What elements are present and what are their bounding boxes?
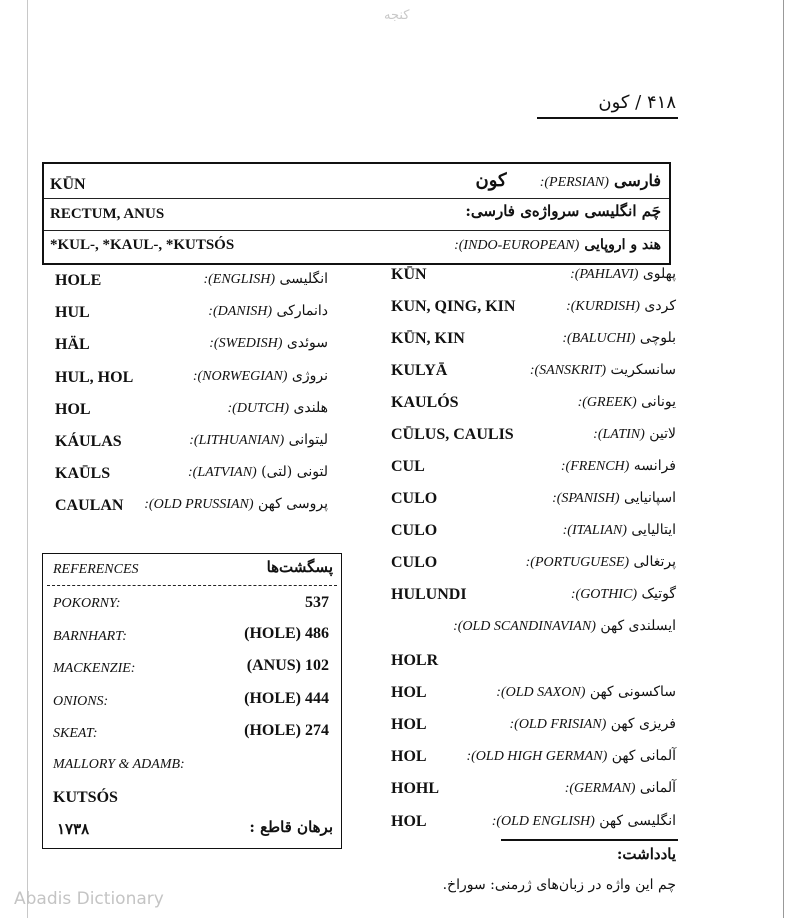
left-word-4: HOL: [55, 401, 91, 418]
lang-fa: پهلوی: [642, 266, 676, 282]
lang-fa: سوئدی: [286, 335, 328, 351]
right-lower-word-1: HOL: [391, 716, 427, 733]
lang-en: (LITHUANIAN):: [189, 433, 285, 448]
lang-en: (ITALIAN):: [562, 523, 627, 538]
lang-fa: بلوچی: [639, 330, 676, 346]
left-lang-0: [203, 271, 328, 288]
page-edge-right: [783, 0, 784, 918]
lang-en: (SPANISH):: [552, 491, 620, 506]
kutsos-word: KUTSÓS: [53, 789, 118, 806]
lang-fa: لتونی (لتی): [261, 464, 328, 480]
ref-name-1: BARNHART:: [53, 629, 127, 644]
references-title-fa: پسگشت‌ها: [266, 558, 333, 576]
note-title: یادداشت:: [616, 845, 676, 863]
right-lower-lang-3: [565, 780, 676, 797]
right-word-8: CULO: [391, 522, 438, 539]
left-word-7: CAULAN: [55, 497, 124, 514]
lang-en: (OLD PRUSSIAN):: [144, 497, 254, 512]
ref-value-3: (HOLE) 444: [244, 690, 329, 707]
top-row-1-left: KŪN: [50, 176, 86, 193]
right-lower-lang-2: [466, 748, 676, 765]
right-lang-1: [566, 298, 676, 315]
right-lang-7: [552, 490, 676, 507]
right-word-1: KUN, QING, KIN: [391, 298, 516, 315]
borhan-value: ۱۷۳۸: [57, 820, 90, 838]
lang-fa: آلمانی کهن: [611, 748, 676, 764]
lang-fa: ایسلندی کهن: [600, 618, 676, 634]
right-lang-6: [561, 458, 676, 475]
left-word-6: KAŪLS: [55, 465, 111, 482]
right-word-0: KŪN: [391, 266, 427, 283]
right-lower-word-2: HOL: [391, 748, 427, 765]
lang-fa: نروژی: [291, 368, 328, 384]
lang-en: (OLD ENGLISH):: [491, 814, 595, 829]
note-rule: [501, 839, 678, 841]
lang-en: (LATIN):: [593, 427, 645, 442]
lang-fa: پرتغالی: [633, 554, 676, 570]
top-row-1-right: [476, 170, 662, 191]
lang-en: (GREEK):: [577, 395, 637, 410]
lang-en: (SANSKRIT):: [529, 363, 607, 378]
right-lower-lang-4: [492, 813, 676, 830]
page-header-rule: [537, 117, 678, 119]
persian-en-label: (PERSIAN):: [539, 175, 609, 190]
ref-value-4: (HOLE) 274: [244, 722, 329, 739]
old-scandinavian-label: [453, 618, 676, 635]
ref-value-0: 537: [305, 594, 329, 611]
lang-fa: انگلیسی کهن: [599, 813, 676, 829]
lang-fa: فریزی کهن: [610, 716, 676, 732]
lang-fa: کردی: [644, 298, 676, 314]
top-row-3-left: *KUL-, *KAUL-, *KUTSÓS: [50, 237, 235, 253]
right-lang-3: [530, 362, 676, 379]
watermark-top: کنجه: [384, 8, 410, 23]
ref-name-4: SKEAT:: [53, 726, 98, 741]
note-text: چم این واژه در زبان‌های ژرمنی: سوراخ.: [442, 877, 676, 893]
left-word-1: HUL: [55, 304, 90, 321]
top-row-2-left: RECTUM, ANUS: [50, 206, 165, 222]
left-word-2: HÄL: [55, 336, 90, 353]
right-word-3: KULYĀ: [391, 362, 448, 379]
ie-en-label: (INDO-EUROPEAN):: [454, 238, 580, 253]
lang-fa: فرانسه: [633, 458, 676, 474]
right-lang-4: [578, 394, 676, 411]
left-word-5: KÁULAS: [55, 433, 122, 450]
lang-en: (DANISH):: [208, 304, 273, 319]
lang-en: (OLD SAXON):: [496, 685, 586, 700]
right-word-10: HULUNDI: [391, 586, 467, 603]
references-box: [42, 553, 342, 849]
lang-fa: ایتالیایی: [631, 522, 676, 538]
lang-fa: پروسی کهن: [257, 496, 328, 512]
lang-en: (PORTUGUESE):: [525, 555, 630, 570]
lang-en: (KURDISH):: [566, 299, 640, 314]
old-scandinavian-word: HOLR: [391, 652, 439, 669]
left-lang-6: [188, 464, 328, 481]
left-lang-4: [228, 400, 328, 417]
right-lower-word-0: HOL: [391, 684, 427, 701]
ref-value-2: (ANUS) 102: [246, 657, 329, 674]
left-lang-5: [189, 432, 328, 449]
persian-label: فارسی: [614, 171, 661, 190]
lang-en: (OLD HIGH GERMAN):: [466, 749, 608, 764]
ref-name-0: POKORNY:: [53, 596, 121, 611]
lang-en: (DUTCH):: [227, 401, 289, 416]
lang-fa: اسپانیایی: [623, 490, 676, 506]
right-word-7: CULO: [391, 490, 438, 507]
right-lang-2: [562, 330, 676, 347]
right-word-2: KŪN, KIN: [391, 330, 465, 347]
left-word-0: HOLE: [55, 272, 102, 289]
ref-name-2: MACKENZIE:: [53, 661, 136, 676]
right-lower-lang-1: [509, 716, 676, 733]
lang-en: (FRENCH):: [560, 459, 630, 474]
lang-fa: لیتوانی: [288, 432, 328, 448]
right-word-4: KAULÓS: [391, 394, 459, 411]
right-lang-8: [563, 522, 676, 539]
left-word-3: HUL, HOL: [55, 369, 134, 386]
references-title-en: REFERENCES: [53, 562, 139, 577]
left-lang-7: [144, 496, 328, 513]
lang-en: (NORWEGIAN):: [192, 369, 288, 384]
lang-en: (LATVIAN):: [188, 465, 257, 480]
right-word-5: CŪLUS, CAULIS: [391, 426, 514, 443]
lang-fa: لاتین: [649, 426, 676, 442]
right-lang-5: [593, 426, 676, 443]
page-edge-left: [27, 0, 28, 918]
ie-label: هند و اروپایی: [584, 237, 661, 253]
left-lang-2: [209, 335, 328, 352]
right-lower-word-3: HOHL: [391, 780, 440, 797]
lang-fa: سانسکریت: [610, 362, 676, 378]
lang-en: (SWEDISH):: [209, 336, 283, 351]
lang-en: (GOTHIC):: [570, 587, 637, 602]
left-lang-1: [208, 303, 328, 320]
ref-name-3: ONIONS:: [53, 694, 109, 709]
lang-fa: دانمارکی: [276, 303, 328, 319]
lang-fa: ساکسونی کهن: [589, 684, 676, 700]
lang-fa: انگلیسی: [279, 271, 328, 287]
ref-value-1: (HOLE) 486: [244, 625, 329, 642]
lang-fa: هلندی: [293, 400, 328, 416]
watermark-bottom: Abadis Dictionary: [14, 889, 164, 909]
references-dashed-rule: [47, 585, 337, 586]
lang-en: (OLD FRISIAN):: [509, 717, 607, 732]
right-lang-9: [526, 554, 676, 571]
lang-en: (ENGLISH):: [203, 272, 275, 287]
page-header: ۴۱۸ / کون: [598, 92, 676, 113]
ref-name-5: MALLORY & ADAMB:: [53, 757, 185, 772]
top-row-3-right: [454, 234, 661, 254]
right-word-6: CUL: [391, 458, 425, 475]
borhan-label: برهان قاطع :: [249, 818, 333, 836]
lang-en: (OLD SCANDINAVIAN):: [453, 619, 596, 634]
right-lang-10: [571, 586, 676, 603]
right-lower-lang-0: [496, 684, 676, 701]
lang-en: (GERMAN):: [564, 781, 636, 796]
lang-en: (PAHLAVI):: [570, 267, 639, 282]
right-lang-0: [570, 266, 676, 283]
right-lower-word-4: HOL: [391, 813, 427, 830]
right-word-9: CULO: [391, 554, 438, 571]
top-table: [42, 162, 671, 265]
top-row-2-right: چَم انگلیسی سرواژه‌ی فارسی:: [465, 202, 661, 220]
lang-fa: آلمانی: [639, 780, 676, 796]
persian-word: کون: [475, 170, 507, 191]
left-lang-3: [193, 368, 328, 385]
lang-en: (BALUCHI):: [562, 331, 636, 346]
lang-fa: یونانی: [641, 394, 676, 410]
lang-fa: گوتیک: [641, 586, 676, 602]
